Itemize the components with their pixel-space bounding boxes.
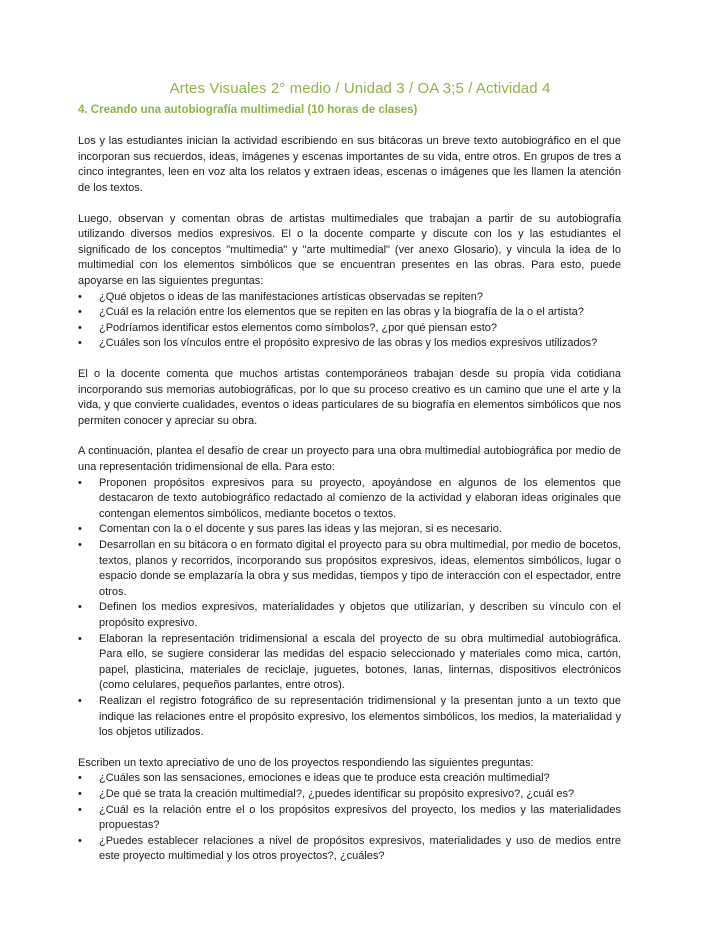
activity-subtitle: 4. Creando una autobiografía multimedial (10 horas de clases) <box>78 104 418 116</box>
list-item: • Definen los medios expresivos, materialidades y objetos que utilizarían, y describen su vínculo con el propósito expresivo. <box>78 600 621 631</box>
list-item: • Elaboran la representación tridimensional a escala del proyecto de su obra multimedial autobiográfica. Para ello, se sugiere considerar las medidas del espacio seleccionado y materiales como mica, cartón, papel, plasticina, materiales de reciclaje, juguetes, botones, lanas, linternas, dispositivos electrónicos (como celulares, pequeños parlantes, entre otros). <box>78 632 621 694</box>
document-body <box>78 134 621 880</box>
list-item: • ¿Cuál es la relación entre los elementos que se repiten en las obras y la biografía de la o el artista? <box>78 305 621 321</box>
paragraph-challenge: A continuación, plantea el desafío de crear un proyecto para una obra multimedial autobiográfica por medio de una representación tridimensional de ella. Para esto: <box>78 445 621 474</box>
paragraph-intro: Los y las estudiantes inician la actividad escribiendo en sus bitácoras un breve texto autobiográfico en el que incorporan sus recuerdos, ideas, imágenes y escenas importantes de su vida, entre otros. En grupos de tres a cinco integrantes, leen en voz alta los relatos y extraen ideas, escenas o imágenes que les llamen la atención de los textos. <box>78 135 621 194</box>
list-item: • ¿Podríamos identificar estos elementos como símbolos?, ¿por qué piensan esto? <box>78 321 621 337</box>
list-item: • ¿Puedes establecer relaciones a nivel de propósitos expresivos, materialidades y uso de medios entre este proyecto multimedial y los otros proyectos?, ¿cuáles? <box>78 834 621 865</box>
paragraph-appreciation: Escriben un texto apreciativo de uno de los proyectos respondiendo las siguientes preguntas: <box>78 756 534 769</box>
paragraph-observation: Luego, observan y comentan obras de artistas multimediales que trabajan a partir de su autobiografía utilizando diversos medios expresivos. El o la docente comparte y discute con los y las estudiantes el significado de los conceptos "multimedia" y "arte multimedial" (ver anexo Glosario), y vincula la idea de lo multimedial con los elementos simbólicos que se encuentran presentes en las obras. Para esto, puede apoyarse en las siguientes preguntas: <box>78 212 621 287</box>
list-item: • ¿De qué se trata la creación multimedial?, ¿puedes identificar su propósito expresivo?, ¿cuál es? <box>78 787 621 803</box>
list-item: • Comentan con la o el docente y sus pares las ideas y las mejoran, si es necesario. <box>78 522 621 538</box>
list-item: • Realizan el registro fotográfico de su representación tridimensional y la presentan junto a un texto que indique las relaciones entre el propósito expresivo, los elementos simbólicos, los medios, la materialidad y los objetos utilizados. <box>78 694 621 741</box>
document-title: Artes Visuales 2° medio / Unidad 3 / OA 3;5 / Actividad 4 <box>169 80 551 97</box>
question-list-appreciation <box>78 771 621 865</box>
list-item: • Proponen propósitos expresivos para su proyecto, apoyándose en algunos de los elementos que destacaron de texto autobiográfico redactado al comienzo de la actividad y elaboran ideas originales que contengan elementos simbólicos, mediante bocetos o textos. <box>78 476 621 523</box>
list-item: • ¿Cuál es la relación entre el o los propósitos expresivos del proyecto, los medios y las materialidades propuestas? <box>78 803 621 834</box>
list-item: • Desarrollan en su bitácora o en formato digital el proyecto para su obra multimedial, por medio de bocetos, textos, planos y recorridos, incorporando sus propósitos expresivos, ideas, elementos simbólicos, lugar o espacio donde se emplazaría la obra y sus medidas, tiempos y tipo de interacción con el espectador, entre otros. <box>78 538 621 600</box>
paragraph-contemporary-artists: El o la docente comenta que muchos artistas contemporáneos trabajan desde su propia vida cotidiana incorporando sus memorias autobiográficas, por lo que su proceso creativo es un camino que une el arte y la vida, y que convierte cualidades, eventos o ideas particulares de su biografía en elementos simbólicos que nos permiten conocer y apreciar su obra. <box>78 367 621 427</box>
question-list-observation <box>78 290 621 352</box>
steps-list-project <box>78 476 621 741</box>
list-item: • ¿Cuáles son los vínculos entre el propósito expresivo de las obras y los medios expresivos utilizados? <box>78 336 621 352</box>
list-item: • ¿Qué objetos o ideas de las manifestaciones artísticas observadas se repiten? <box>78 290 621 306</box>
list-item: • ¿Cuáles son las sensaciones, emociones e ideas que te produce esta creación multimedial? <box>78 771 621 787</box>
